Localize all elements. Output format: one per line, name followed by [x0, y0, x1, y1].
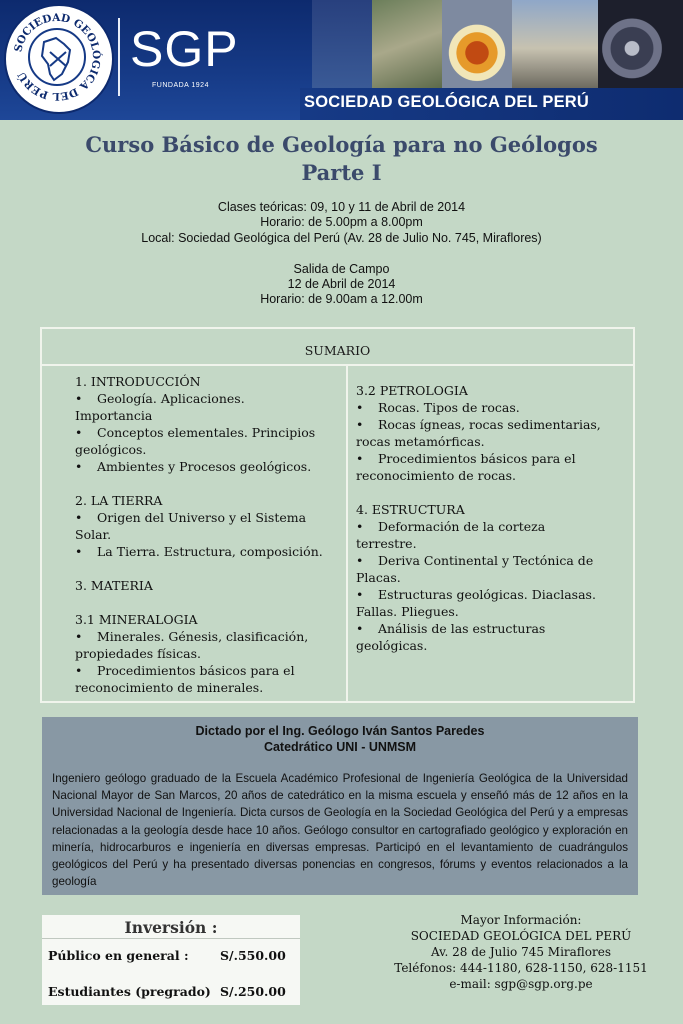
summary-item: • Ambientes y Procesos geológicos.	[75, 459, 312, 474]
course-part: Parte I	[301, 160, 382, 185]
summary-item-cont: geológicos.	[75, 442, 147, 457]
photo-mineral	[598, 0, 683, 88]
contact-phones: Teléfonos: 444-1180, 628-1150, 628-1151	[394, 961, 648, 975]
summary-item-cont: propiedades físicas.	[75, 646, 202, 661]
instructor-name: Dictado por el Ing. Geólogo Iván Santos Paredes	[195, 724, 485, 738]
summary-section: 4. ESTRUCTURA	[356, 502, 465, 517]
summary-item-cont: reconocimiento de minerales.	[75, 680, 264, 695]
summary-item: • Minerales. Génesis, clasificación,	[75, 629, 309, 644]
summary-right-column	[356, 382, 631, 654]
course-title: Curso Básico de Geología para no Geólogos	[85, 132, 598, 157]
summary-item-cont: reconocimiento de rocas.	[356, 468, 517, 483]
sgp-acronym: SGP	[130, 21, 239, 77]
summary-section: 1. INTRODUCCIÓN	[75, 374, 201, 389]
field-trip-date: 12 de Abril de 2014	[287, 277, 396, 291]
photo-outcrop	[372, 0, 442, 88]
field-trip-schedule: Horario: de 9.00am a 12.00m	[260, 292, 423, 306]
summary-left-column	[75, 373, 340, 696]
summary-item-cont: terrestre.	[356, 536, 417, 551]
instructor-role: Catedrático UNI - UNMSM	[263, 740, 417, 754]
summary-item: • La Tierra. Estructura, composición.	[75, 544, 323, 559]
seal-text: SOCIEDAD GEOLÓGICA DEL PERÚ	[12, 11, 103, 103]
summary-item: • Geología. Aplicaciones.	[75, 391, 245, 406]
summary-item: • Análisis de las estructuras	[356, 621, 546, 636]
price-general-label: Público en general :	[48, 948, 189, 963]
contact-org: SOCIEDAD GEOLÓGICA DEL PERÚ	[410, 929, 632, 943]
class-schedule: Horario: de 5.00pm a 8.00pm	[260, 215, 423, 229]
investment-rule	[42, 938, 300, 939]
price-students-label: Estudiantes (pregrado)	[48, 984, 211, 999]
field-trip-title: Salida de Campo	[293, 262, 390, 276]
sgp-seal-logo	[4, 4, 114, 114]
summary-item: • Conceptos elementales. Principios	[75, 425, 316, 440]
summary-item-cont: Fallas. Pliegues.	[356, 604, 459, 619]
instructor-bio: Ingeniero geólogo graduado de la Escuela Académico Profesional de Ingeniería Geológica de la Universidad Nacional Mayor de San Marcos, 20 años de catedrático en la misma escuela y enseñó más de 12 años en la Universidad Nacional de Ingeniería. Dicta cursos de Geología en la Sociedad Geológica del Perú y a empresas relacionadas a la geología desde hace 10 años. Geólogo consultor en cartografiado geológico y exploración en minería, hidrocarburos e ingeniería en diversas empresas. Participó en el levantamiento de cuadrángulos geológicos del Perú y ha presentado diversas ponencias en congresos, fórums y eventos relacionados a la geología	[52, 772, 628, 889]
summary-item: • Estructuras geológicas. Diaclasas.	[356, 587, 596, 602]
summary-section: 3. MATERIA	[75, 578, 153, 593]
photo-geologists	[512, 0, 598, 88]
summary-item: • Origen del Universo y el Sistema	[75, 510, 307, 525]
summary-section: 2. LA TIERRA	[75, 493, 163, 508]
logo-divider	[118, 18, 120, 96]
price-students-value: S/.250.00	[220, 984, 286, 999]
seal-graphic	[4, 4, 110, 110]
header-photo-strip	[312, 0, 683, 88]
summary-column-rule	[346, 366, 348, 703]
summary-section: 3.2 PETROLOGIA	[356, 383, 468, 398]
summary-item-cont: Placas.	[356, 570, 401, 585]
class-dates: Clases teóricas: 09, 10 y 11 de Abril de 2014	[217, 200, 466, 214]
summary-item-cont: Solar.	[75, 527, 112, 542]
class-location: Local: Sociedad Geológica del Perú (Av. 28 de Julio No. 745, Miraflores)	[141, 231, 542, 245]
summary-item: • Procedimientos básicos para el	[75, 663, 295, 678]
summary-item: • Rocas ígneas, rocas sedimentarias,	[356, 417, 601, 432]
photo-earth-layers	[442, 0, 512, 88]
summary-item-cont: Importancia	[75, 408, 153, 423]
investment-title: Inversión :	[124, 918, 218, 937]
contact-address: Av. 28 de Julio 745 Miraflores	[430, 945, 612, 959]
summary-item: • Rocas. Tipos de rocas.	[356, 400, 520, 415]
photo-sky	[312, 0, 372, 88]
summary-item: • Deriva Continental y Tectónica de	[356, 553, 594, 568]
summary-item: • Procedimientos básicos para el	[356, 451, 576, 466]
price-general-value: S/.550.00	[220, 948, 286, 963]
summary-heading: SUMARIO	[304, 343, 371, 358]
founded-label: FUNDADA 1924	[152, 82, 209, 89]
summary-item-cont: rocas metamórficas.	[356, 434, 485, 449]
summary-item-cont: geológicas.	[356, 638, 428, 653]
summary-header-rule	[40, 364, 635, 366]
summary-item: • Deformación de la corteza	[356, 519, 546, 534]
summary-section: 3.1 MINERALOGIA	[75, 612, 198, 627]
contact-heading: Mayor Información:	[460, 913, 582, 927]
contact-email[interactable]: e-mail: sgp@sgp.org.pe	[449, 977, 593, 991]
banner-title: SOCIEDAD GEOLÓGICA DEL PERÚ	[304, 93, 590, 111]
